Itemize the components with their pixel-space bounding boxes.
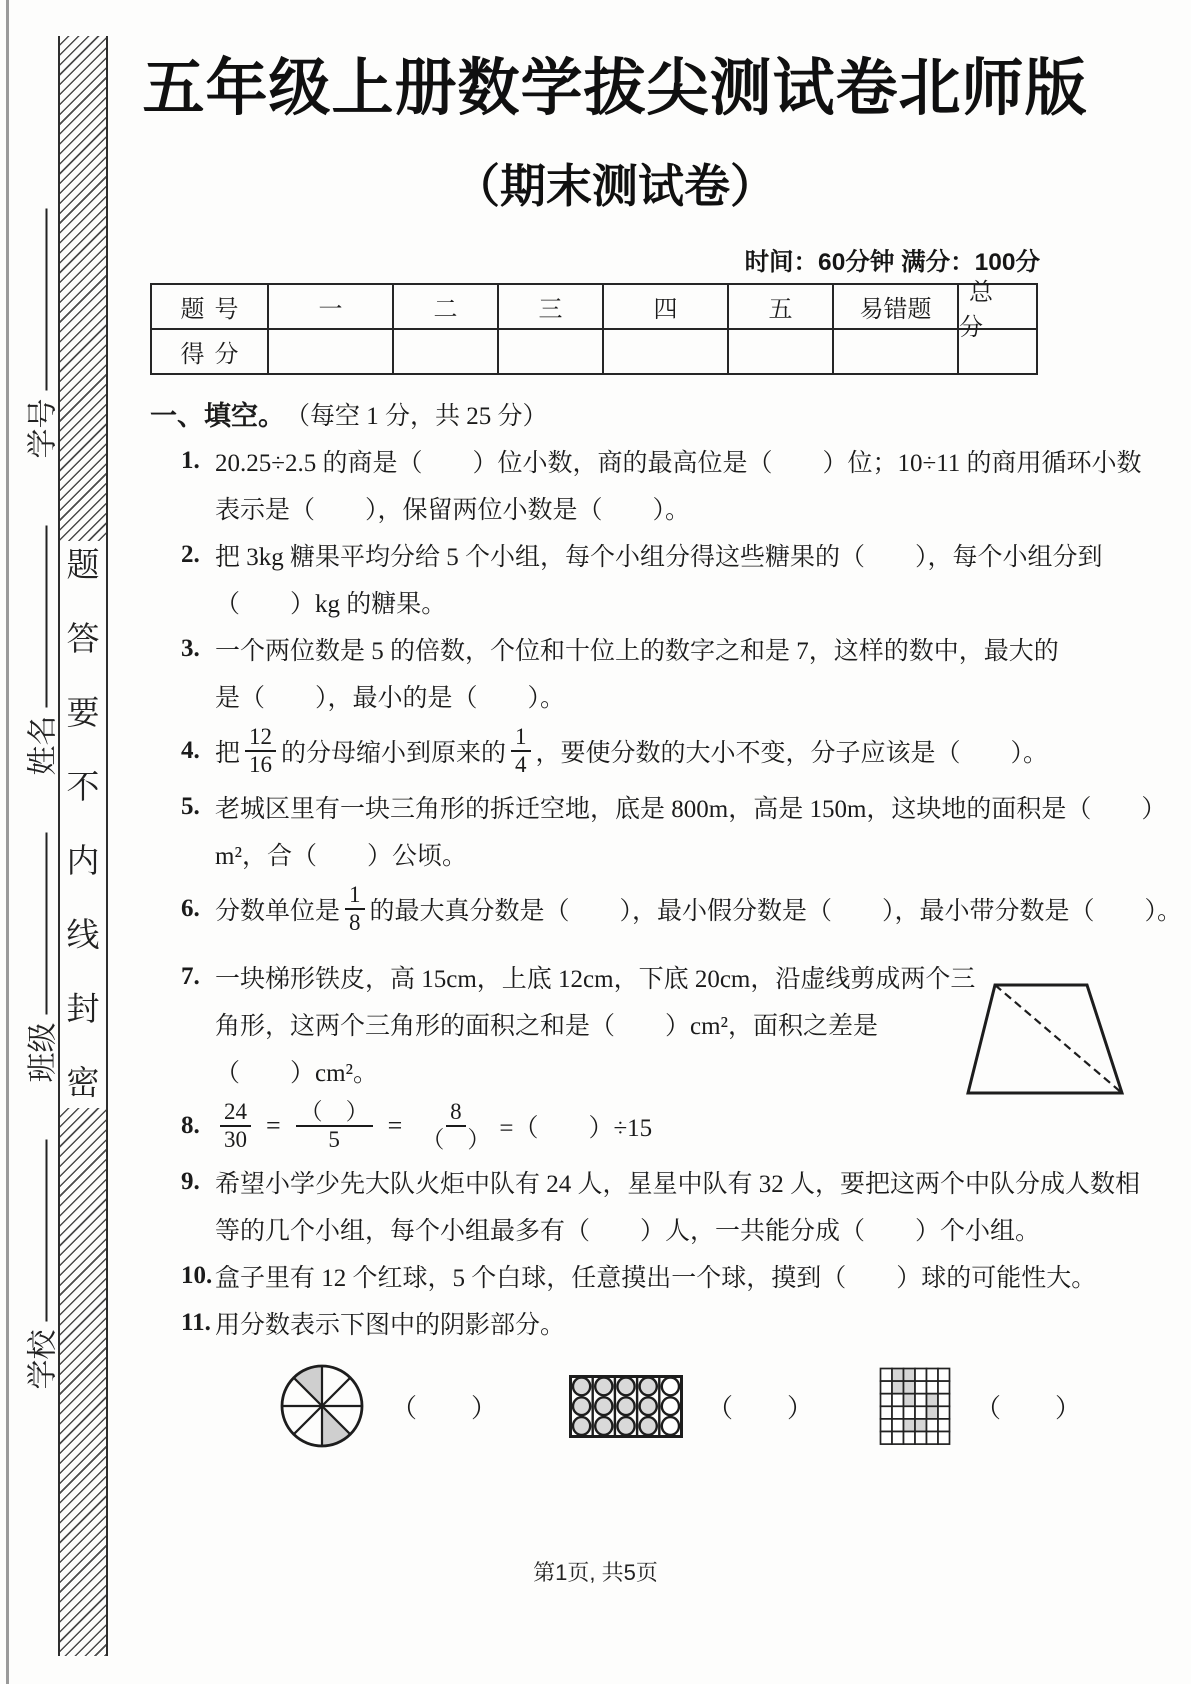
seal-char: 内 bbox=[66, 844, 100, 880]
paper-subtitle: （期末测试卷） bbox=[454, 160, 776, 212]
section-heading-points: （每空 1 分，共 25 分） bbox=[285, 402, 548, 430]
seal-line-strip bbox=[58, 36, 108, 1656]
fraction-answer-blank: （ ） bbox=[391, 1393, 512, 1423]
question-5-line-1: 5. 老城区里有一块三角形的拆迁空地，底是 800m，高是 150m，这块地的面积是（ ） bbox=[181, 792, 1167, 823]
trapezoid-figure bbox=[958, 975, 1132, 1099]
student-id-label bbox=[19, 204, 61, 459]
seal-char: 题 bbox=[66, 548, 100, 584]
time-score-info: 时间：60分钟 满分：100分 bbox=[744, 249, 1040, 276]
fraction-8-blank: $\frac{8}{( )}$ bbox=[421, 1099, 491, 1152]
score-cell bbox=[727, 330, 832, 373]
shaded-sector bbox=[322, 1406, 350, 1446]
student-name-label bbox=[19, 521, 61, 776]
score-cell bbox=[602, 330, 727, 373]
write-line bbox=[46, 526, 48, 708]
seal-char: 答 bbox=[66, 622, 100, 658]
col-error-prone: 易错题 bbox=[832, 285, 957, 328]
student-name-text: 姓名 bbox=[26, 715, 60, 776]
paper-title: 五年级上册数学拔尖测试卷北师版 bbox=[142, 54, 1088, 123]
question-10: 10. 盒子里有 12 个红球，5 个白球，任意摸出一个球，摸到（ ）球的可能性大。 bbox=[181, 1261, 1097, 1292]
col-section-5: 五 bbox=[727, 285, 832, 328]
score-row-label: 得分 bbox=[180, 342, 249, 368]
class-text: 班级 bbox=[26, 1022, 60, 1083]
question-number: 9. bbox=[181, 1167, 200, 1195]
seal-char: 不 bbox=[66, 770, 100, 806]
write-line bbox=[46, 209, 48, 391]
fraction-answer-blank: （ ） bbox=[707, 1393, 828, 1423]
fraction-1-8: $\frac{1}{8}$ bbox=[345, 882, 365, 936]
fraction-answer-blank: （ ） bbox=[975, 1393, 1096, 1423]
circle-eighths-figure bbox=[277, 1361, 367, 1451]
question-4: 4. 把 $\frac{12}{16}$ 的分母缩小到原来的 $\frac{1}{4}$ ，要使分数的大小不变，分子应该是（ ）。 bbox=[181, 724, 1049, 777]
dot-rect-figure bbox=[569, 1375, 683, 1438]
score-cell bbox=[267, 330, 392, 373]
question-1-line-2: 表示是（ ），保留两位小数是（ ）。 bbox=[215, 496, 691, 524]
fraction-24-30: $\frac{24}{30}$ bbox=[220, 1099, 251, 1153]
fraction-12-16: $\frac{12}{16}$ bbox=[245, 724, 276, 778]
question-7-line-3: （ ）cm²。 bbox=[215, 1059, 379, 1087]
grid-figure bbox=[879, 1367, 951, 1446]
question-9-line-2: 等的几个小组，每个小组最多有（ ）人，一共能分成（ ）个小组。 bbox=[215, 1217, 1041, 1245]
fraction-1-4: $\frac{1}{4}$ bbox=[511, 724, 531, 778]
write-line bbox=[46, 1140, 48, 1322]
col-section-2: 二 bbox=[392, 285, 497, 328]
question-number: 5. bbox=[181, 792, 200, 820]
score-cell bbox=[497, 330, 602, 373]
question-1-line-1: 1. 20.25÷2.5 的商是（ ）位小数，商的最高位是（ ）位；10÷11 的商用循环小数 bbox=[181, 446, 1142, 477]
question-number: 1. bbox=[181, 446, 200, 474]
question-2-line-2: （ ）kg 的糖果。 bbox=[215, 590, 447, 618]
col-section-4: 四 bbox=[602, 285, 727, 328]
col-section-1: 一 bbox=[267, 285, 392, 328]
fraction-blank-5: $\frac{( )}{5}$ bbox=[296, 1099, 373, 1153]
seal-char: 要 bbox=[66, 696, 100, 732]
shaded-sector bbox=[294, 1366, 322, 1406]
question-8: 8. $\frac{24}{30}$ = $\frac{( )}{5}$ = $\frac{8}{( )}$ =（ ）÷15 bbox=[181, 1099, 653, 1152]
score-cell bbox=[832, 330, 957, 373]
question-number: 7. bbox=[181, 962, 200, 990]
score-table bbox=[150, 279, 1038, 375]
fill-in-blank-section bbox=[150, 390, 1183, 1456]
question-number: 6. bbox=[181, 895, 200, 922]
question-11: 11. 用分数表示下图中的阴影部分。 bbox=[181, 1308, 566, 1339]
write-line bbox=[46, 833, 48, 1015]
question-3-line-2: 是（ ），最小的是（ ）。 bbox=[215, 684, 566, 712]
question-5-line-2: m²，合（ ）公顷。 bbox=[215, 842, 467, 870]
school-text: 学校 bbox=[26, 1329, 60, 1390]
scan-left-edge bbox=[6, 0, 9, 1684]
question-number: 3. bbox=[181, 634, 200, 662]
score-table-header-row bbox=[152, 279, 1036, 341]
col-question-number: 题号 bbox=[180, 297, 249, 323]
question-number: 11. bbox=[181, 1308, 211, 1336]
question-number: 8. bbox=[181, 1112, 200, 1139]
section-heading-title: 一、填空。 bbox=[150, 401, 285, 431]
question-7-line-1: 7. 一块梯形铁皮，高 15cm，上底 12cm，下底 20cm，沿虚线剪成两个三 bbox=[181, 962, 976, 993]
seal-char: 封 bbox=[66, 992, 100, 1028]
school-label bbox=[19, 1135, 61, 1390]
score-cell bbox=[957, 330, 1036, 373]
seal-char: 线 bbox=[66, 918, 100, 954]
question-9-line-1: 9. 希望小学少先大队火炬中队有 24 人，星星中队有 32 人，要把这两个中队分成人数相 bbox=[181, 1167, 1141, 1198]
question-7-line-2: 角形，这两个三角形的面积之和是（ ）cm²，面积之差是 bbox=[215, 1012, 879, 1040]
page-number: 第1页, 共5页 bbox=[533, 1560, 658, 1585]
hatch-pattern-top bbox=[60, 36, 106, 541]
question-2-line-1: 2. 把 3kg 糖果平均分给 5 个小组，每个小组分得这些糖果的（ ），每个小组分到 bbox=[181, 540, 1103, 571]
section-heading bbox=[150, 390, 1110, 437]
class-label bbox=[19, 828, 61, 1083]
col-section-3: 三 bbox=[497, 285, 602, 328]
question-3-line-1: 3. 一个两位数是 5 的倍数，个位和十位上的数字之和是 7，这样的数中，最大的 bbox=[181, 634, 1059, 665]
question-number: 2. bbox=[181, 540, 200, 568]
question-number: 4. bbox=[181, 737, 200, 764]
question-6: 6. 分数单位是 $\frac{1}{8}$ 的最大真分数是（ ），最小假分数是（ ），最小带分数是（ ）。 bbox=[181, 882, 1183, 935]
col-total: 总分 bbox=[957, 285, 1036, 328]
seal-char: 密 bbox=[66, 1066, 100, 1102]
score-cell bbox=[392, 330, 497, 373]
question-11-figures bbox=[150, 1356, 1110, 1456]
question-number: 10. bbox=[181, 1261, 213, 1289]
student-id-text: 学号 bbox=[26, 398, 60, 459]
score-table-score-row bbox=[152, 328, 1036, 373]
